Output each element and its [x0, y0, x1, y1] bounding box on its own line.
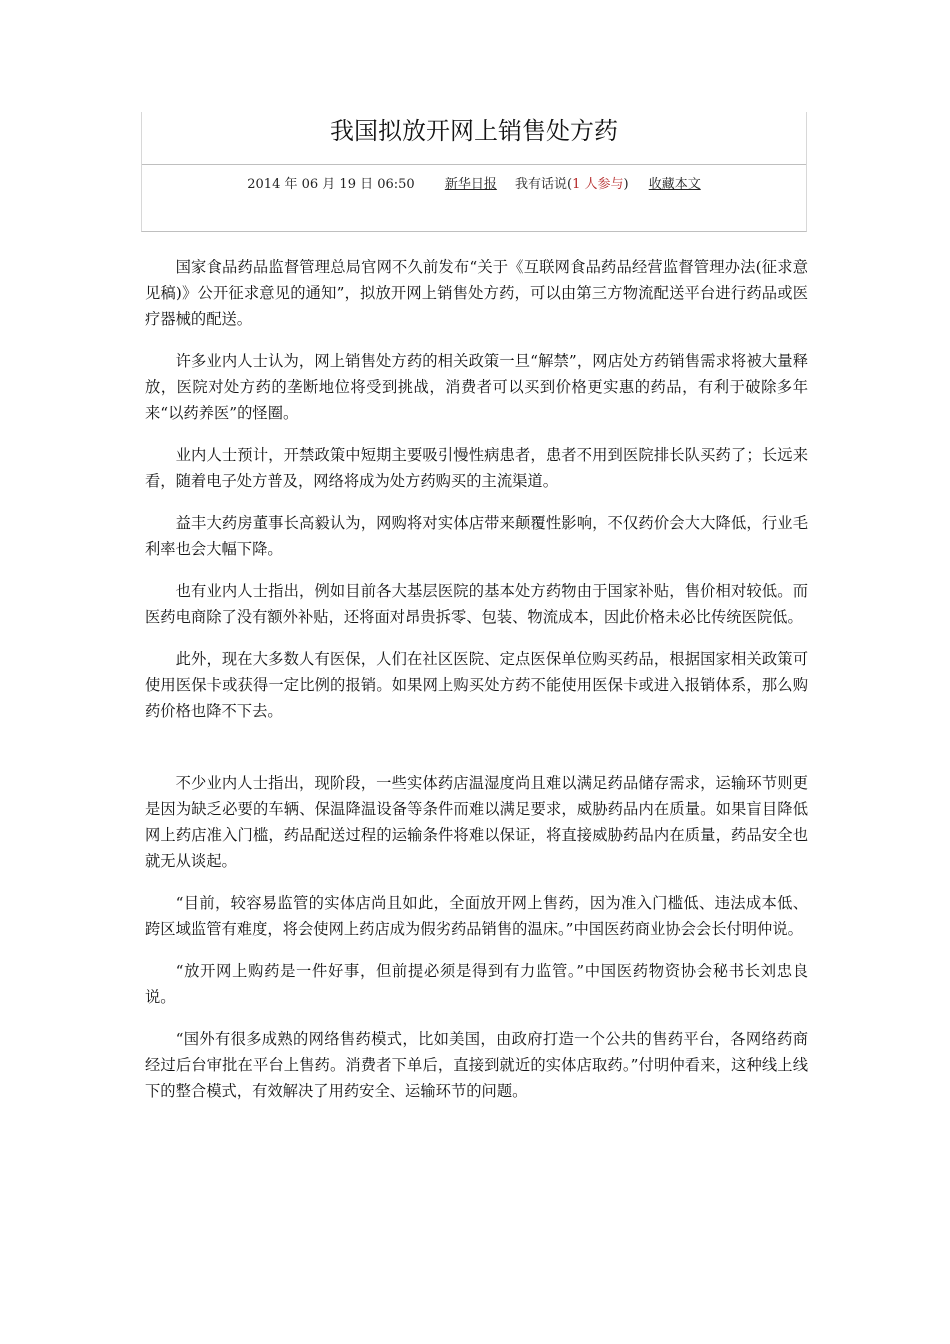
bookmark-link[interactable]: 收藏本文 [648, 177, 701, 192]
comment-link-prefix: 我有话说( [515, 177, 573, 192]
paragraph: 不少业内人士指出，现阶段，一些实体药店温湿度尚且难以满足药品储存需求，运输环节则更是因为缺乏必要的车辆、保温降温设备等条件而难以满足要求，威胁药品内在质量。如果盲目降低网上药店准入门槛，药品配送过程的运输条件将难以保证，将直接威胁药品内在质量，药品安全也就无从谈起。 [145, 774, 808, 870]
paragraph: 益丰大药房董事长高毅认为，网购将对实体店带来颠覆性影响，不仅药价会大大降低，行业毛利率也会大幅下降。 [145, 514, 808, 558]
comment-count: 1 人参与 [572, 177, 624, 192]
paragraph: 业内人士预计，开禁政策中短期主要吸引慢性病患者，患者不用到医院排长队买药了；长远来看，随着电子处方普及，网络将成为处方药购买的主流渠道。 [145, 446, 808, 490]
paragraph: 也有业内人士指出，例如目前各大基层医院的基本处方药物由于国家补贴，售价相对较低。而医药电商除了没有额外补贴，还将面对昂贵拆零、包装、物流成本，因此价格未必比传统医院低。 [145, 582, 808, 626]
paragraph: 许多业内人士认为，网上销售处方药的相关政策一旦“解禁”，网店处方药销售需求将被大量释放，医院对处方药的垄断地位将受到挑战，消费者可以买到价格更实惠的药品，有利于破除多年来“以药养医”的怪圈。 [145, 352, 808, 422]
paragraph: 此外，现在大多数人有医保，人们在社区医院、定点医保单位购买药品，根据国家相关政策可使用医保卡或获得一定比例的报销。如果网上购买处方药不能使用医保卡或进入报销体系，那么购药价格也降不下去。 [145, 650, 808, 720]
article-header [141, 112, 807, 232]
publish-date: 2014 年 06 月 19 日 06:50 [247, 177, 415, 192]
article-meta [142, 176, 806, 194]
paragraph: “放开网上购药是一件好事，但前提必须是得到有力监管。”中国医药物资协会秘书长刘忠良说。 [145, 962, 808, 1006]
article-title: 我国拟放开网上销售处方药 [142, 112, 806, 165]
source-link[interactable]: 新华日报 [444, 177, 497, 192]
article-body [145, 254, 808, 1120]
comment-link-suffix: ) [623, 177, 629, 192]
paragraph: “目前，较容易监管的实体店尚且如此，全面放开网上售药，因为准入门槛低、违法成本低、跨区域监管有难度，将会使网上药店成为假劣药品销售的温床。”中国医药商业协会会长付明仲说。 [145, 894, 808, 938]
paragraph: 国家食品药品监督管理总局官网不久前发布“关于《互联网食品药品经营监督管理办法(征求意见稿)》公开征求意见的通知”，拟放开网上销售处方药，可以由第三方物流配送平台进行药品或医疗器械的配送。 [145, 258, 808, 328]
paragraph: “国外有很多成熟的网络售药模式，比如美国，由政府打造一个公共的售药平台，各网络药商经过后台审批在平台上售药。消费者下单后，直接到就近的实体店取药。”付明仲看来，这种线上线下的整合模式，有效解决了用药安全、运输环节的问题。 [145, 1030, 808, 1100]
comment-link[interactable] [515, 176, 629, 194]
